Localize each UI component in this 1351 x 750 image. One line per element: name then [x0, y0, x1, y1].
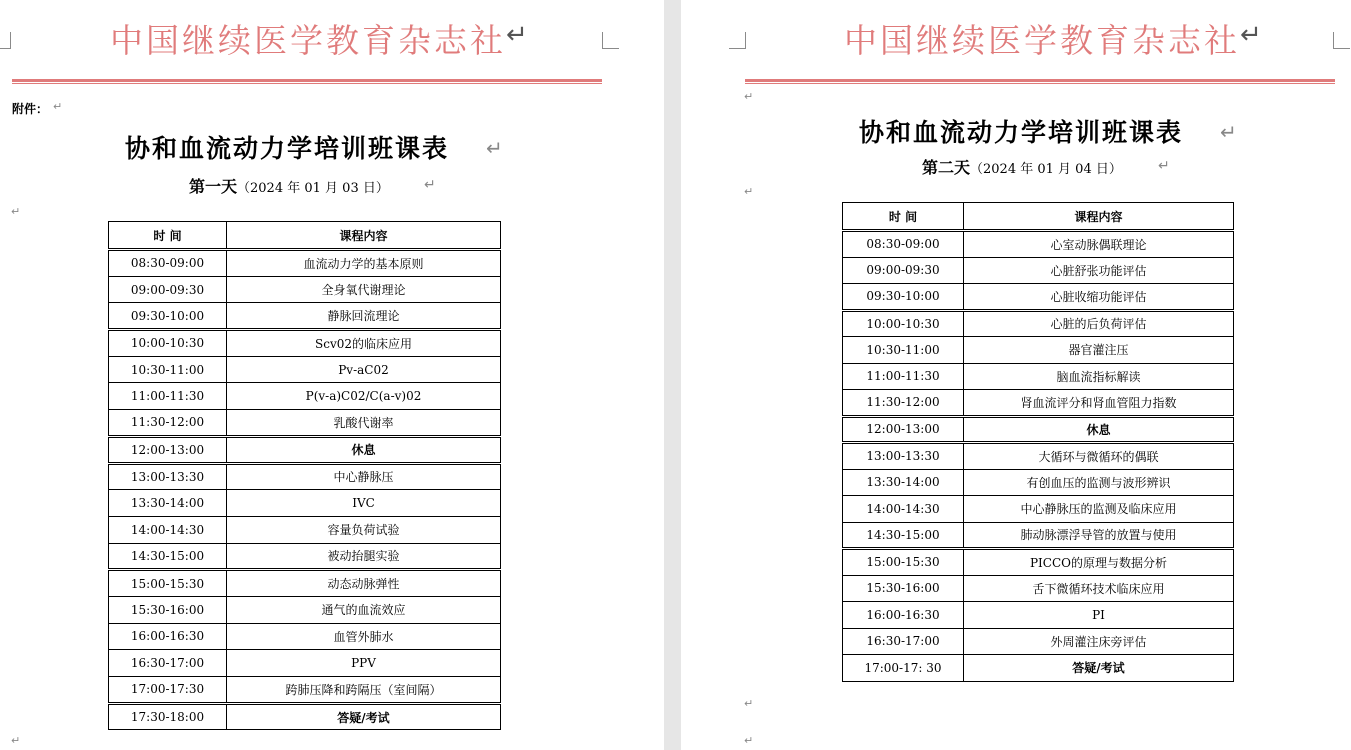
table-row: [843, 257, 1234, 284]
content-cell: 容量负荷试验: [227, 516, 501, 543]
time-cell: 10:30-11:00: [109, 356, 227, 383]
header-title: 中国继续医学教育杂志社: [110, 21, 506, 60]
paragraph-mark-icon: ↵: [744, 90, 754, 103]
content-cell: 肾血流评分和肾血管阻力指数: [964, 390, 1234, 417]
time-cell: 12:00-13:00: [109, 436, 227, 463]
paragraph-mark-icon: ↵: [1158, 158, 1170, 174]
day2-schedule-table: [842, 202, 1234, 682]
time-cell: 11:30-12:00: [843, 390, 964, 417]
content-cell: 心脏的后负荷评估: [964, 310, 1234, 337]
table-row: [843, 284, 1234, 311]
content-cell: 动态动脉弹性: [227, 570, 501, 597]
table-row: [109, 303, 501, 330]
table-row: [109, 410, 501, 437]
table-row: [843, 416, 1234, 443]
paragraph-mark-icon: ↵: [1220, 120, 1237, 144]
page-corner-mark: [0, 32, 11, 49]
time-cell: 17:30-18:00: [109, 703, 227, 730]
page-corner-mark: [602, 32, 619, 49]
paragraph-mark-icon: ↵: [11, 205, 21, 218]
time-cell: 16:30-17:00: [843, 628, 964, 655]
time-cell: 14:30-15:00: [109, 543, 227, 570]
content-cell: 肺动脉漂浮导管的放置与使用: [964, 522, 1234, 549]
document-page-1: [0, 0, 664, 750]
content-cell: Pv-aC02: [227, 356, 501, 383]
table-row: [109, 356, 501, 383]
time-cell: 15:30-16:00: [109, 596, 227, 623]
time-cell: 15:30-16:00: [843, 575, 964, 602]
table-row: [843, 496, 1234, 523]
day1-date: （2024 年 01 月 03 日）: [237, 181, 389, 196]
content-cell: 通气的血流效应: [227, 596, 501, 623]
content-cell: 答疑/考试: [964, 655, 1234, 682]
document-page-2: [681, 0, 1351, 750]
table-row: [109, 543, 501, 570]
time-cell: 08:30-09:00: [109, 250, 227, 277]
table-row: [843, 390, 1234, 417]
content-cell: 舌下微循环技术临床应用: [964, 575, 1234, 602]
table-row: [109, 677, 501, 704]
table-row: [109, 703, 501, 730]
time-column-header: 时 间: [843, 203, 964, 231]
time-cell: 15:00-15:30: [109, 570, 227, 597]
paragraph-mark-icon: ↵: [744, 734, 754, 747]
day2-heading: [922, 155, 1122, 178]
table-row: [843, 602, 1234, 629]
time-cell: 09:00-09:30: [109, 276, 227, 303]
content-cell: 静脉回流理论: [227, 303, 501, 330]
content-cell: 休息: [227, 436, 501, 463]
table-row: [843, 443, 1234, 470]
day2-label: 第二天: [922, 158, 971, 177]
content-cell: P(v-a)C02/C(a-v)02: [227, 383, 501, 410]
table-row: [109, 490, 501, 517]
content-cell: 跨肺压降和跨隔压（室间隔）: [227, 677, 501, 704]
table-row: [843, 310, 1234, 337]
table-header-row: [109, 222, 501, 250]
content-cell: Scv02的临床应用: [227, 330, 501, 357]
header-rule: [12, 79, 602, 84]
content-cell: 血管外肺水: [227, 623, 501, 650]
content-cell: IVC: [227, 490, 501, 517]
table-row: [109, 623, 501, 650]
time-cell: 16:30-17:00: [109, 650, 227, 677]
header-rule: [745, 79, 1335, 84]
content-cell: 血流动力学的基本原则: [227, 250, 501, 277]
paragraph-mark-icon: ↵: [11, 734, 21, 747]
paragraph-mark-icon: ↵: [53, 100, 63, 113]
content-cell: 大循环与微循环的偶联: [964, 443, 1234, 470]
day2-date: （2024 年 01 月 04 日）: [970, 162, 1122, 177]
paragraph-mark-icon: ↵: [506, 20, 528, 50]
time-cell: 13:30-14:00: [843, 469, 964, 496]
time-cell: 10:00-10:30: [843, 310, 964, 337]
content-column-header: 课程内容: [227, 222, 501, 250]
content-cell: 心室动脉偶联理论: [964, 231, 1234, 258]
page-corner-mark: [729, 32, 746, 49]
content-column-header: 课程内容: [964, 203, 1234, 231]
paragraph-mark-icon: ↵: [744, 697, 754, 710]
time-cell: 14:30-15:00: [843, 522, 964, 549]
day1-label: 第一天: [189, 177, 238, 196]
table-row: [109, 596, 501, 623]
attachment-label: 附件：: [12, 102, 49, 116]
time-cell: 10:00-10:30: [109, 330, 227, 357]
time-cell: 08:30-09:00: [843, 231, 964, 258]
content-cell: PI: [964, 602, 1234, 629]
table-row: [109, 570, 501, 597]
time-cell: 17:00-17:30: [109, 677, 227, 704]
time-cell: 14:00-14:30: [109, 516, 227, 543]
content-cell: 全身氧代谢理论: [227, 276, 501, 303]
time-cell: 15:00-15:30: [843, 549, 964, 576]
content-cell: PPV: [227, 650, 501, 677]
content-cell: 心脏舒张功能评估: [964, 257, 1234, 284]
time-cell: 11:00-11:30: [109, 383, 227, 410]
table-row: [109, 650, 501, 677]
day1-heading: [189, 174, 389, 197]
header-title: 中国继续医学教育杂志社: [844, 21, 1240, 60]
time-cell: 12:00-13:00: [843, 416, 964, 443]
time-cell: 11:30-12:00: [109, 410, 227, 437]
table-row: [843, 337, 1234, 364]
content-cell: 中心静脉压: [227, 463, 501, 490]
document-title: 协和血流动力学培训班课表: [125, 134, 450, 163]
paragraph-mark-icon: ↵: [1240, 20, 1262, 50]
content-cell: 答疑/考试: [227, 703, 501, 730]
table-header-row: [843, 203, 1234, 231]
time-cell: 09:30-10:00: [109, 303, 227, 330]
paragraph-mark-icon: ↵: [424, 177, 436, 193]
content-cell: 休息: [964, 416, 1234, 443]
time-cell: 13:30-14:00: [109, 490, 227, 517]
paragraph-mark-icon: ↵: [486, 136, 503, 160]
table-row: [843, 628, 1234, 655]
table-row: [109, 463, 501, 490]
table-row: [843, 549, 1234, 576]
table-row: [109, 516, 501, 543]
time-cell: 11:00-11:30: [843, 363, 964, 390]
table-row: [843, 469, 1234, 496]
table-row: [109, 250, 501, 277]
content-cell: 脑血流指标解读: [964, 363, 1234, 390]
content-cell: 外周灌注床旁评估: [964, 628, 1234, 655]
content-cell: PICCO的原理与数据分析: [964, 549, 1234, 576]
content-cell: 有创血压的监测与波形辨识: [964, 469, 1234, 496]
content-cell: 乳酸代谢率: [227, 410, 501, 437]
time-cell: 09:00-09:30: [843, 257, 964, 284]
day1-schedule-table: [108, 221, 501, 730]
time-cell: 13:00-13:30: [109, 463, 227, 490]
content-cell: 心脏收缩功能评估: [964, 284, 1234, 311]
content-cell: 器官灌注压: [964, 337, 1234, 364]
table-row: [843, 575, 1234, 602]
table-row: [843, 522, 1234, 549]
document-title: 协和血流动力学培训班课表: [859, 118, 1184, 147]
content-cell: 中心静脉压的监测及临床应用: [964, 496, 1234, 523]
table-row: [843, 231, 1234, 258]
content-cell: 被动抬腿实验: [227, 543, 501, 570]
paragraph-mark-icon: ↵: [744, 185, 754, 198]
page-corner-mark: [1333, 32, 1350, 49]
table-row: [109, 383, 501, 410]
time-cell: 13:00-13:30: [843, 443, 964, 470]
time-cell: 16:00-16:30: [843, 602, 964, 629]
time-cell: 17:00-17: 30: [843, 655, 964, 682]
time-cell: 14:00-14:30: [843, 496, 964, 523]
time-cell: 16:00-16:30: [109, 623, 227, 650]
table-row: [109, 330, 501, 357]
table-row: [843, 655, 1234, 682]
time-column-header: 时 间: [109, 222, 227, 250]
table-row: [109, 436, 501, 463]
time-cell: 10:30-11:00: [843, 337, 964, 364]
table-row: [843, 363, 1234, 390]
table-row: [109, 276, 501, 303]
time-cell: 09:30-10:00: [843, 284, 964, 311]
